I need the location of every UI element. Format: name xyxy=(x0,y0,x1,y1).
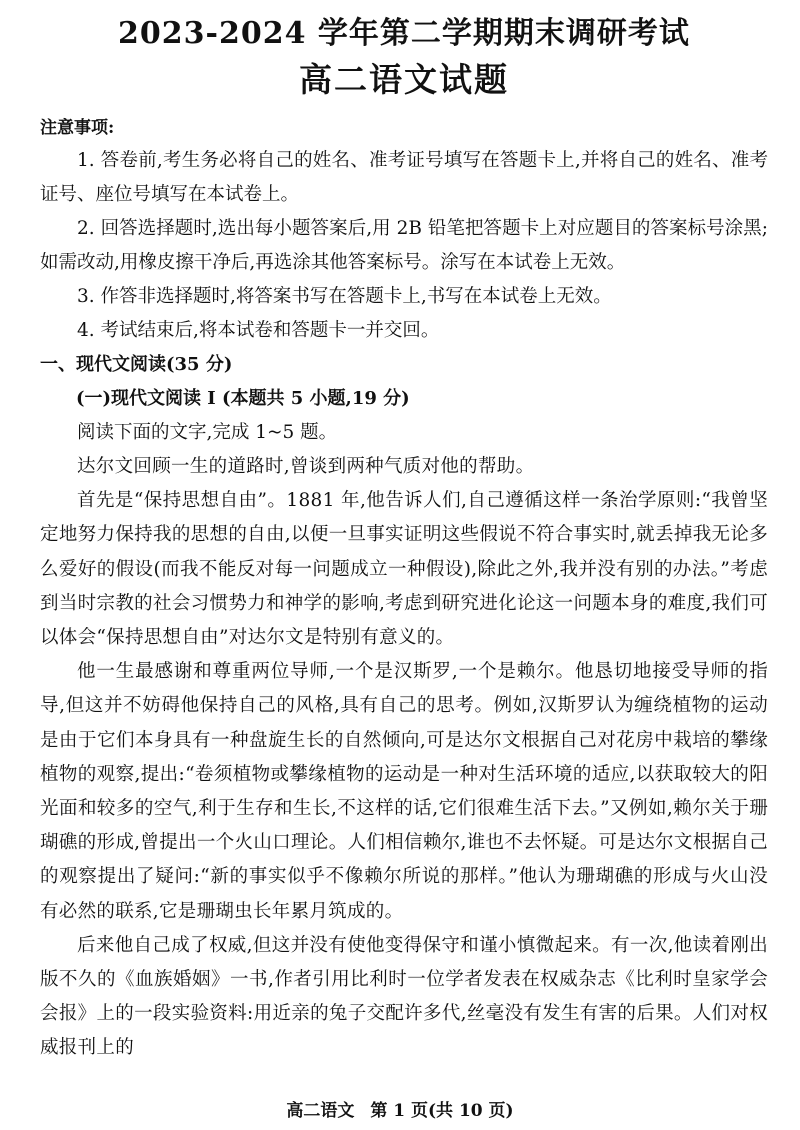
notice-item: 1. 答卷前,考生务必将自己的姓名、准考证号填写在答题卡上,并将自己的姓名、准考证号、座位号填写在本试卷上。 xyxy=(40,150,768,205)
reading-passage xyxy=(40,450,768,1066)
notice-item: 4. 考试结束后,将本试卷和答题卡一并交回。 xyxy=(77,320,440,341)
exam-subtitle: 高二语文试题 xyxy=(299,60,509,99)
notice-heading: 注意事项: xyxy=(40,118,115,138)
reading-instruction: 阅读下面的文字,完成 1~5 题。 xyxy=(77,422,338,443)
exam-title: 2023-2024 学年第二学期期末调研考试 xyxy=(118,16,690,51)
footer-page-number: 第 1 页(共 10 页) xyxy=(370,1101,514,1121)
passage-paragraph: 首先是“保持思想自由”。1881 年,他告诉人们,自己遵循这样一条治学原则:“我曾坚定地努力保持我的思想的自由,以便一旦事实证明这些假说不符合事实时,就丢掉我无论多么爱好的假设(而我不能反对每一问题成立一种假设),除此之外,我并没有别的办法。”考虑到当时宗教的社会习惯势力和神学的影响,考虑到研究进化论这一问题本身的难度,我们可以体会“保持思想自由”对达尔文是特别有意义的。 xyxy=(40,490,768,649)
notice-item: 2. 回答选择题时,选出每小题答案后,用 2B 铅笔把答题卡上对应题目的答案标号涂黑;如需改动,用橡皮擦干净后,再选涂其他答案标号。涂写在本试卷上无效。 xyxy=(40,218,768,273)
section-heading: 一、现代文阅读(35 分) xyxy=(40,354,233,375)
passage-paragraph: 达尔文回顾一生的道路时,曾谈到两种气质对他的帮助。 xyxy=(77,456,535,477)
notice-item: 3. 作答非选择题时,将答案书写在答题卡上,书写在本试卷上无效。 xyxy=(77,286,612,307)
passage-paragraph: 他一生最感谢和尊重两位导师,一个是汉斯罗,一个是赖尔。他恳切地接受导师的指导,但这并不妨碍他保持自己的风格,具有自己的思考。例如,汉斯罗认为缠绕植物的运动是由于它们本身具有一种盘旋生长的自然倾向,可是达尔文根据自己对花房中栽培的攀缘植物的观察,提出:“卷须植物或攀缘植物的运动是一种对生活环境的适应,以获取较大的阳光面和较多的空气,利于生存和生长,不这样的话,它们很难生活下去。”又例如,赖尔关于珊瑚礁的形成,曾提出一个火山口理论。人们相信赖尔,谁也不去怀疑。可是达尔文根据自己的观察提出了疑问:“新的事实似乎不像赖尔所说的那样。”他认为珊瑚礁的形成与火山没有必然的联系,它是珊瑚虫长年累月筑成的。 xyxy=(40,661,768,922)
passage-paragraph: 后来他自己成了权威,但这并没有使他变得保守和谨小慎微起来。有一次,他读着刚出版不久的《血族婚姻》一书,作者引用比利时一位学者发表在权威杂志《比利时皇家学会会报》上的一段实验资料:用近亲的兔子交配许多代,丝毫没有发生有害的后果。人们对权威报刊上的 xyxy=(40,934,768,1059)
subsection-heading: (一)现代文阅读 Ⅰ (本题共 5 小题,19 分) xyxy=(76,388,410,409)
footer-subject: 高二语文 xyxy=(286,1101,355,1121)
page-footer xyxy=(0,1098,800,1124)
notice-block xyxy=(40,112,768,348)
